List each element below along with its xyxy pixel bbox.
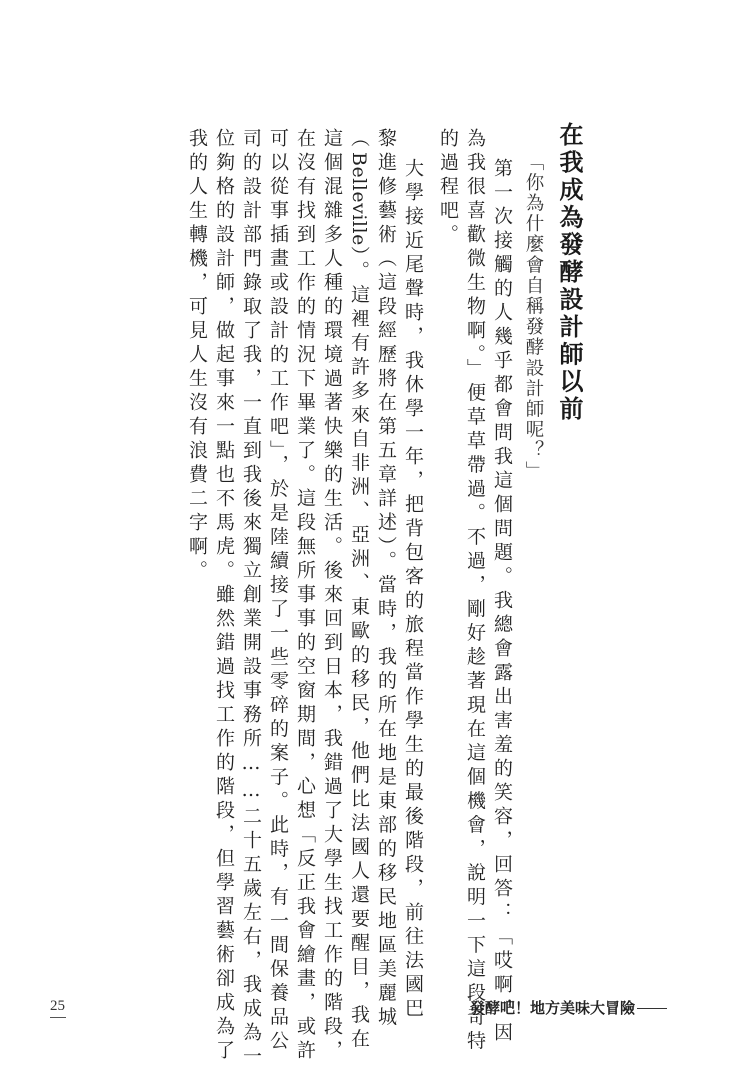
body-line: 的過程吧。	[437, 128, 459, 248]
body-line: （Belleville）。這裡有許多來自非洲、亞洲、東歐的移民，他們比法國人還要醒目，我在	[348, 128, 370, 1053]
body-line: 位夠格的設計師，做起事來一點也不馬虎。雖然錯過找工作的階段，但學習藝術卻成為了	[213, 128, 235, 1064]
book-title: 發酵吧！地方美味大冒險	[470, 999, 636, 1017]
body-line: 大學接近尾聲時，我休學一年，把背包客的旅程當作學生的最後階段，前往法國巴	[402, 158, 424, 1022]
body-line: 在沒有找到工作的情況下畢業了。這段無所事事的空窗期間，心想「反正我會繪畫，或許	[294, 128, 316, 1064]
body-line: 這個混雜多人種的環境過著快樂的生活。後來回到日本，我錯過了大學生找工作的階段，	[321, 128, 343, 1064]
title-dash	[637, 1008, 667, 1009]
latin-word: Belleville	[348, 152, 370, 246]
body-line: 司的設計部門錄取了我，一直到我後來獨立創業開設事務所……二十五歲左右，我成為一	[240, 128, 262, 1070]
body-line: 黎進修藝術（這段經歷將在第五章詳述）。當時，我的所在地是東部的移民地區美麗城	[375, 128, 397, 1031]
chapter-title: 在我成為發酵設計師以前	[555, 122, 584, 424]
chapter-subtitle: 「你為什麼會自稱發酵設計師呢？」	[523, 152, 544, 482]
page-number-rule	[50, 1017, 66, 1018]
running-title	[470, 997, 667, 1018]
body-line: 可以從事插畫或設計的工作吧」，於是陸續接了一些零碎的案子。此時，有一間保養品公	[267, 128, 289, 1055]
body-line: 為我很喜歡微生物啊。」便草草帶過。不過，剛好趁著現在這個機會，說明一下這段奇特	[464, 128, 486, 1055]
body-line: 我的人生轉機，可見人生沒有浪費二字啊。	[186, 128, 208, 584]
body-line: 第一次接觸的人幾乎都會問我這個問題。我總會露出害羞的笑容，回答：「哎啊，因	[491, 158, 513, 1046]
page-number: 25	[50, 998, 65, 1014]
